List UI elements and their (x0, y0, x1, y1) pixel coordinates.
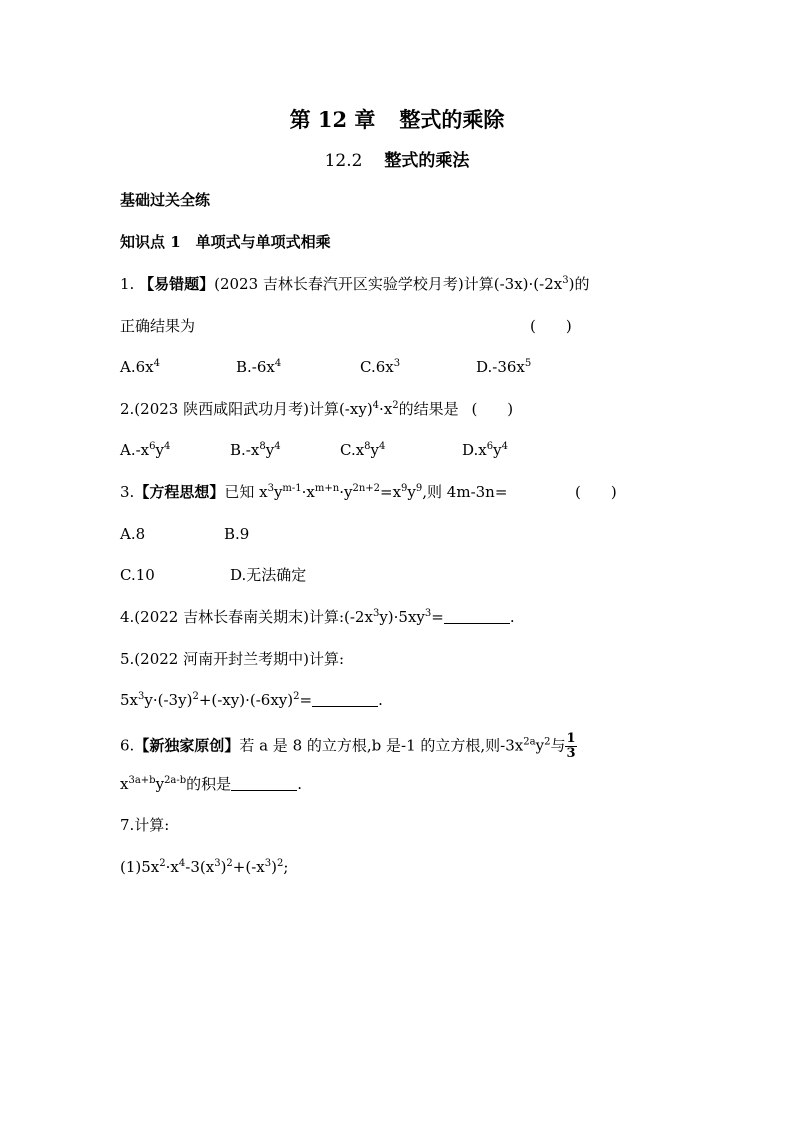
option-b: B.9 (224, 525, 250, 543)
question-6-line-2: $x^{3a+b}y^{2a-b}$的积是 . (120, 775, 302, 793)
question-6-line-1: 6.【新独家原创】若 a 是 8 的立方根,b 是-1 的立方根,则$-3x^{2a}y^2$与 $\frac{1}{3}$ (120, 731, 576, 761)
option-d: $D.-36x^5$ (476, 358, 532, 376)
answer-blank (444, 609, 510, 624)
section-name: 整式的乘法 (384, 151, 470, 171)
question-2-options (120, 440, 508, 460)
question-3-line-1: 3.【方程思想】已知 $x^3y^{m-1}\cdot x^{m+n}\cdot y^{2n+2}=x^9y^9$,则 4m-3n= (120, 483, 508, 501)
question-7-title: 7.计算: (120, 816, 170, 834)
question-1-options (120, 357, 531, 377)
section-label: 基础过关全练 (120, 191, 211, 209)
question-3-options-row-1 (120, 524, 249, 544)
question-4: 4.(2022 吉林长春南关期末)计算$:(-2x^3y)\cdot 5xy^3=$ . (120, 608, 515, 626)
section-number: 12.2 (324, 151, 363, 171)
question-1-answer-paren: ( ) (530, 317, 572, 335)
option-d: $D.x^6y^4$ (462, 441, 508, 459)
question-2-line-1: 2.(2023 陕西咸阳武功月考)计算$(-xy)^4\cdot x^2$的结果是 ( ) (120, 400, 514, 418)
option-b: $B.-6x^4$ (236, 358, 282, 376)
question-2-answer-paren: ( ) (471, 400, 514, 418)
chapter-number: 第 12 章 (289, 107, 376, 132)
chapter-title (0, 104, 794, 134)
option-d: D.无法确定 (230, 566, 307, 584)
question-1-tag: 【易错题】 (139, 275, 215, 293)
option-c: $C.6x^3$ (360, 358, 401, 376)
question-7-part-1: $(1)5x^2\cdot x^4-3(x^3)^2+(-x^3)^2$; (120, 858, 289, 876)
knowledge-point-heading: 知识点 1 单项式与单项式相乘 (120, 233, 331, 251)
option-b: $B.-x^8y^4$ (230, 441, 281, 459)
option-a: $A.-x^6y^4$ (120, 441, 171, 459)
option-c: $C.x^8y^4$ (340, 441, 386, 459)
option-c: C.10 (120, 566, 155, 584)
fraction-one-third: $\frac{1}{3}$ (566, 731, 576, 761)
section-title (0, 146, 794, 171)
question-5-line-2: $5x^3y\cdot(-3y)^2+(-xy)\cdot(-6xy)^2=$ . (120, 691, 383, 709)
question-3-options-row-2 (120, 565, 306, 585)
question-6-tag: 【新独家原创】 (134, 736, 240, 755)
answer-blank (231, 776, 297, 791)
option-a: A.8 (120, 525, 146, 543)
chapter-name: 整式的乘除 (399, 107, 505, 132)
question-1-line-1: 1. 【易错题】(2023 吉林长春汽开区实验学校月考)计算$(-3x)\cdot(-2x^3)$的 (120, 275, 590, 293)
question-1-line-2: 正确结果为 (120, 317, 196, 335)
answer-blank (312, 692, 378, 707)
question-5-line-1: 5.(2022 河南开封兰考期中)计算: (120, 650, 345, 668)
option-a: $A.6x^4$ (120, 358, 160, 376)
question-3-answer-paren: ( ) (575, 483, 617, 501)
question-3-tag: 【方程思想】 (134, 483, 225, 501)
